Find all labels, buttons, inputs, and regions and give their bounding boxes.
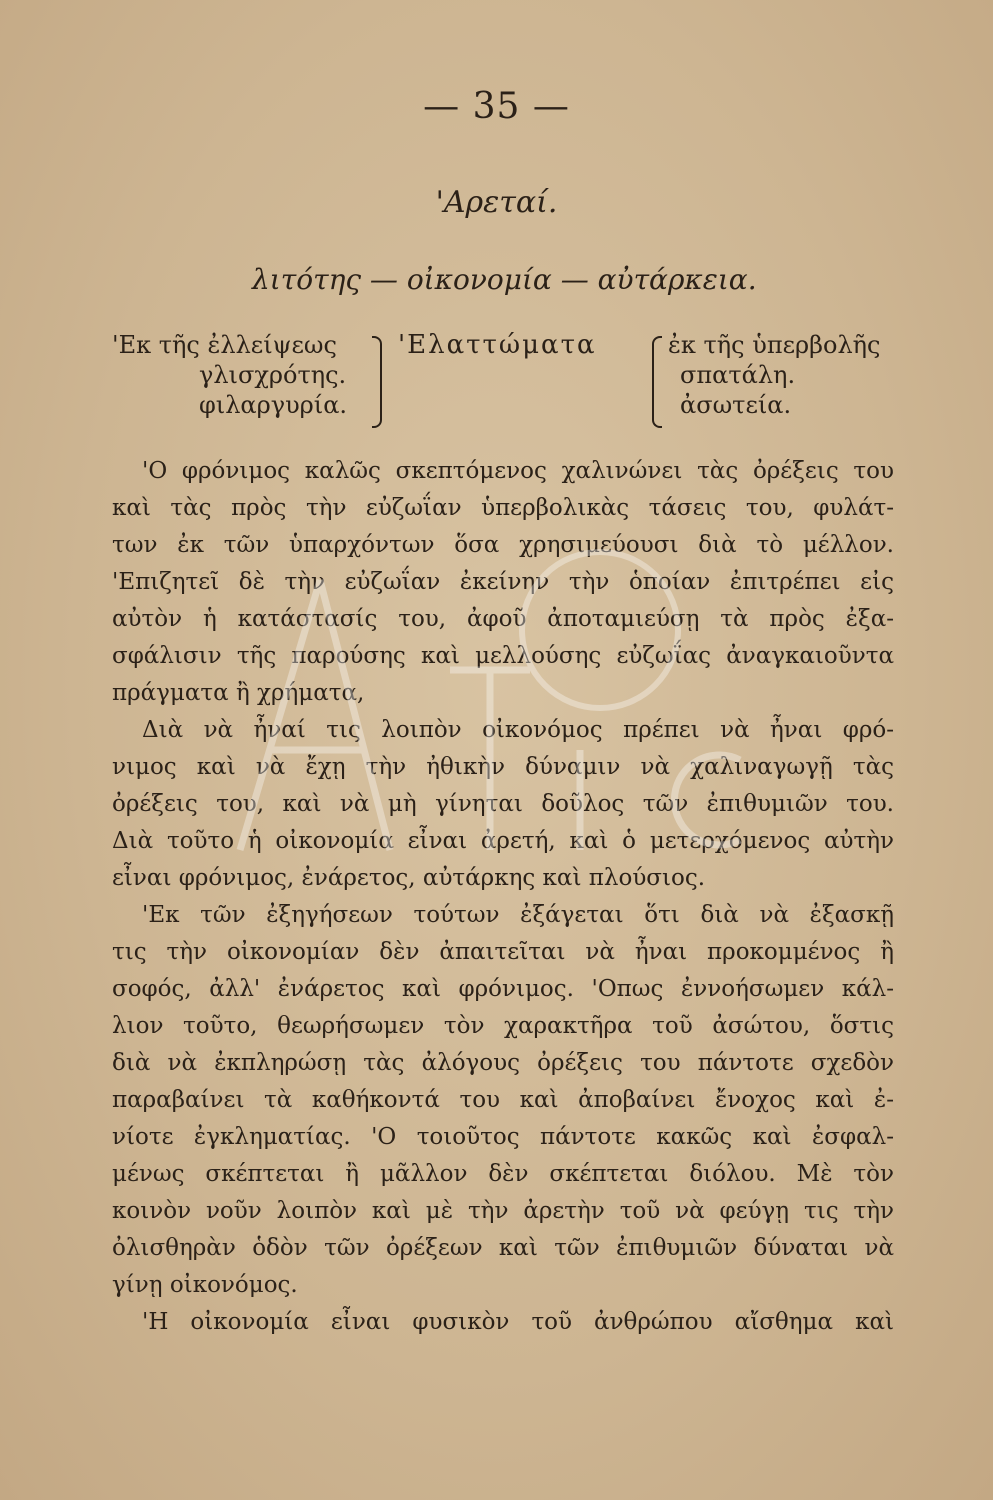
table-right-line: ἐκ τῆς ὑπερβολῆς <box>668 331 881 359</box>
page-number: — 35 — <box>423 86 570 127</box>
text-line: παραβαίνει τὰ καθήκοντά του καὶ ἀποβαίνει ἔνοχος καὶ ἐ- <box>112 1087 894 1113</box>
text-line: πράγματα ἢ χρήματα, <box>112 680 365 706</box>
text-line: γίνῃ οἰκονόμος. <box>112 1272 298 1298</box>
text-line: ὀρέξεις του, καὶ νὰ μὴ γίνηται δοῦλος τῶν ἐπιθυμιῶν του. <box>112 791 894 817</box>
section-title: 'Αρεταί. <box>435 185 558 220</box>
watermark-logo <box>200 520 820 860</box>
text-line: εἶναι φρόνιμος, ἐνάρετος, αὐτάρκης καὶ πλούσιος. <box>112 865 706 891</box>
text-line: ὀλισθηρὰν ὁδὸν τῶν ὀρέξεων καὶ τῶν ἐπιθυμιῶν δύναται νὰ <box>112 1235 894 1261</box>
left-brace <box>372 336 382 428</box>
table-left-line: φιλαργυρία. <box>199 391 348 419</box>
text-line: σοφός, ἀλλ' ἐνάρετος καὶ φρόνιμος. 'Οπως ἐννοήσωμεν κάλ- <box>112 976 894 1002</box>
subtitle: λιτότης — οἰκονομία — αὐτάρκεια. <box>252 263 757 296</box>
text-line: νιμος καὶ νὰ ἔχῃ τὴν ἠθικὴν δύναμιν νὰ χαλιναγωγῇ τὰς <box>112 754 894 780</box>
right-brace <box>652 336 662 428</box>
text-line: νίοτε ἐγκληματίας. 'Ο τοιοῦτος πάντοτε κακῶς καὶ ἐσφαλ- <box>112 1124 894 1150</box>
table-right-column <box>668 330 881 420</box>
watermark-letter-a <box>240 580 390 850</box>
text-line: σφάλισιν τῆς παρούσης καὶ μελλούσης εὐζωΐας ἀναγκαιοῦντα <box>112 643 894 669</box>
text-line: λιον τοῦτο, θεωρήσωμεν τὸν χαρακτῆρα τοῦ ἀσώτου, ὅστις <box>112 1013 894 1039</box>
text-line: 'Εκ τῶν ἐξηγήσεων τούτων ἐξάγεται ὅτι διὰ νὰ ἐξασκῇ <box>142 902 894 928</box>
watermark-circle <box>522 552 678 708</box>
text-line: καὶ τὰς πρὸς τὴν εὐζωΐαν ὑπερβολικὰς τάσεις του, φυλάτ- <box>112 495 894 521</box>
text-line: των ἐκ τῶν ὑπαρχόντων ὅσα χρησιμεύουσι διὰ τὸ μέλλον. <box>112 532 894 558</box>
watermark-letter-t <box>450 670 530 850</box>
text-line: 'Επιζητεῖ δὲ τὴν εὐζωΐαν ἐκείνην τὴν ὁποίαν ἐπιτρέπει εἰς <box>112 569 894 595</box>
table-left-column <box>112 330 347 420</box>
table-right-line: ἀσωτεία. <box>680 391 792 419</box>
text-line: 'Ο φρόνιμος καλῶς σκεπτόμενος χαλινώνει τὰς ὀρέξεις του <box>142 458 894 484</box>
text-line: 'Η οἰκονομία εἶναι φυσικὸν τοῦ ἀνθρώπου αἴσθημα καὶ <box>142 1309 894 1335</box>
table-right-line: σπατάλη. <box>680 361 796 389</box>
table-left-line: γλισχρότης. <box>199 361 347 389</box>
text-line: μένως σκέπτεται ἢ μᾶλλον δὲν σκέπτεται διόλου. Μὲ τὸν <box>112 1161 894 1187</box>
text-line: κοινὸν νοῦν λοιπὸν καὶ μὲ τὴν ἀρετὴν τοῦ νὰ φεύγῃ τις τὴν <box>112 1198 894 1224</box>
table-middle-label: 'Ελαττώματα <box>398 330 597 360</box>
table-left-line: 'Εκ τῆς ἐλλείψεως <box>112 331 337 359</box>
watermark-letter-c <box>674 755 740 845</box>
text-line: Διὰ τοῦτο ἡ οἰκονομία εἶναι ἀρετή, καὶ ὁ μετερχόμενος αὐτὴν <box>112 828 894 854</box>
text-line: Διὰ νὰ ἦναί τις λοιπὸν οἰκονόμος πρέπει νὰ ἦναι φρό- <box>142 717 894 743</box>
text-line: αὐτὸν ἡ κατάστασίς του, ἀφοῦ ἀποταμιεύσῃ τὰ πρὸς ἐξα- <box>112 606 894 632</box>
text-line: διὰ νὰ ἐκπληρώσῃ τὰς ἀλόγους ὀρέξεις του πάντοτε σχεδὸν <box>112 1050 894 1076</box>
text-line: τις τὴν οἰκονομίαν δὲν ἀπαιτεῖται νὰ ἦναι προκομμένος ἢ <box>112 939 894 965</box>
